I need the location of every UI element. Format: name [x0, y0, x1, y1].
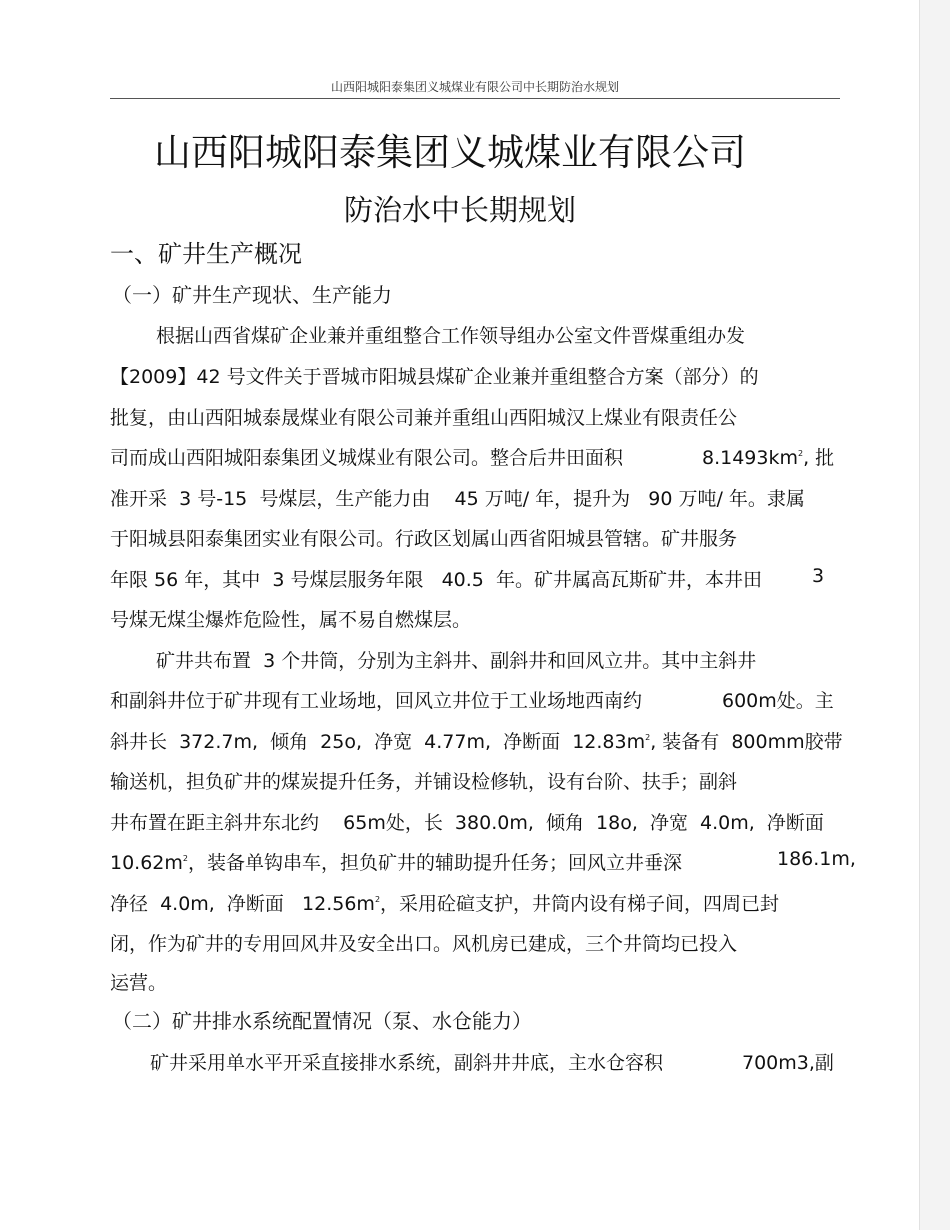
superscript: 2	[798, 449, 804, 458]
line-text: 3	[812, 565, 825, 587]
paragraph-line: 【2009】42 号文件关于晋城市阳城县煤矿企业兼并重组整合方案（部分）的	[110, 366, 759, 388]
line-text: 186.1m,	[777, 848, 856, 870]
superscript: 2	[374, 895, 381, 904]
paragraph-line	[110, 727, 843, 754]
paragraph-line: 根据山西省煤矿企业兼并重组整合工作领导组办公室文件晋煤重组办发	[156, 325, 746, 347]
line-text: 和副斜井位于矿井现有工业场地，回风立井位于工业场地西南约	[110, 690, 643, 712]
header-divider	[110, 98, 840, 99]
document-subtitle: 防治水中长期规划	[343, 193, 576, 227]
paragraph-line	[110, 443, 835, 470]
superscript: 2	[182, 854, 188, 863]
paragraph-line	[110, 848, 856, 875]
line-text: , 装备有 800mm胶带	[650, 731, 843, 753]
paragraph-line	[150, 1048, 834, 1075]
paragraph-line: 输送机，担负矿井的煤炭提升任务，并铺设检修轨，设有台阶、扶手；副斜	[110, 771, 738, 793]
line-text: 年限 56 年，其中 3 号煤层服务年限 40.5 年。矿井属高瓦斯矿井，本井田	[110, 569, 762, 591]
running-header: 山西阳城阳泰集团义城煤业有限公司中长期防治水规划	[330, 80, 619, 94]
line-text: 10.62m	[110, 852, 183, 874]
paragraph-line	[110, 565, 825, 592]
line-text: 司而成山西阳城阳泰集团义城煤业有限公司。整合后井田面积	[110, 447, 624, 469]
line-text: , 批	[803, 447, 835, 469]
line-text: 矿井采用单水平开采直接排水系统，副斜井井底，主水仓容积	[150, 1052, 664, 1074]
superscript: 2	[645, 733, 651, 742]
line-text: 600m处。主	[722, 690, 834, 712]
line-text: 净径 4.0m, 净断面 12.56m	[110, 893, 375, 915]
paragraph-line: 号煤无煤尘爆炸危险性，属不易自燃煤层。	[110, 609, 472, 631]
section-heading: 一、矿井生产概况	[110, 240, 302, 268]
subsection-heading-production: （一）矿井生产现状、生产能力	[112, 283, 392, 307]
subsection-heading-drainage: （二）矿井排水系统配置情况（泵、水仓能力）	[112, 1009, 532, 1033]
area-value	[702, 443, 834, 470]
paragraph-line	[110, 889, 779, 916]
page-edge	[919, 0, 950, 1230]
area-number: 8.1493km	[702, 447, 798, 469]
paragraph-line: 批复，由山西阳城泰晟煤业有限公司兼并重组山西阳城汉上煤业有限责任公	[110, 407, 738, 429]
paragraph-line: 矿井共布置 3 个井筒，分别为主斜井、副斜井和回风立井。其中主斜井	[156, 650, 757, 672]
paragraph-line: 准开采 3 号-15 号煤层，生产能力由 45 万吨/ 年，提升为 90 万吨/ 年。隶属	[110, 488, 805, 510]
document-title: 山西阳城阳泰集团义城煤业有限公司	[154, 131, 746, 174]
paragraph-line	[110, 686, 834, 713]
paragraph-line: 运营。	[110, 972, 168, 994]
line-text: ，采用砼碹支护，井筒内设有梯子间，四周已封	[380, 893, 780, 915]
line-text: 斜井长 372.7m, 倾角 25o, 净宽 4.77m, 净断面 12.83m	[110, 731, 646, 753]
paragraph-line: 闭，作为矿井的专用回风井及安全出口。风机房已建成，三个井筒均已投入	[110, 933, 738, 955]
line-text: ，装备单钩串车，担负矿井的辅助提升任务；回风立井垂深	[188, 852, 683, 874]
paragraph-line: 井布置在距主斜井东北约 65m处，长 380.0m, 倾角 18o, 净宽 4.0m, 净断面	[110, 812, 824, 834]
line-text: 700m3,副	[742, 1052, 834, 1074]
paragraph-line: 于阳城县阳泰集团实业有限公司。行政区划属山西省阳城县管辖。矿井服务	[110, 528, 738, 550]
